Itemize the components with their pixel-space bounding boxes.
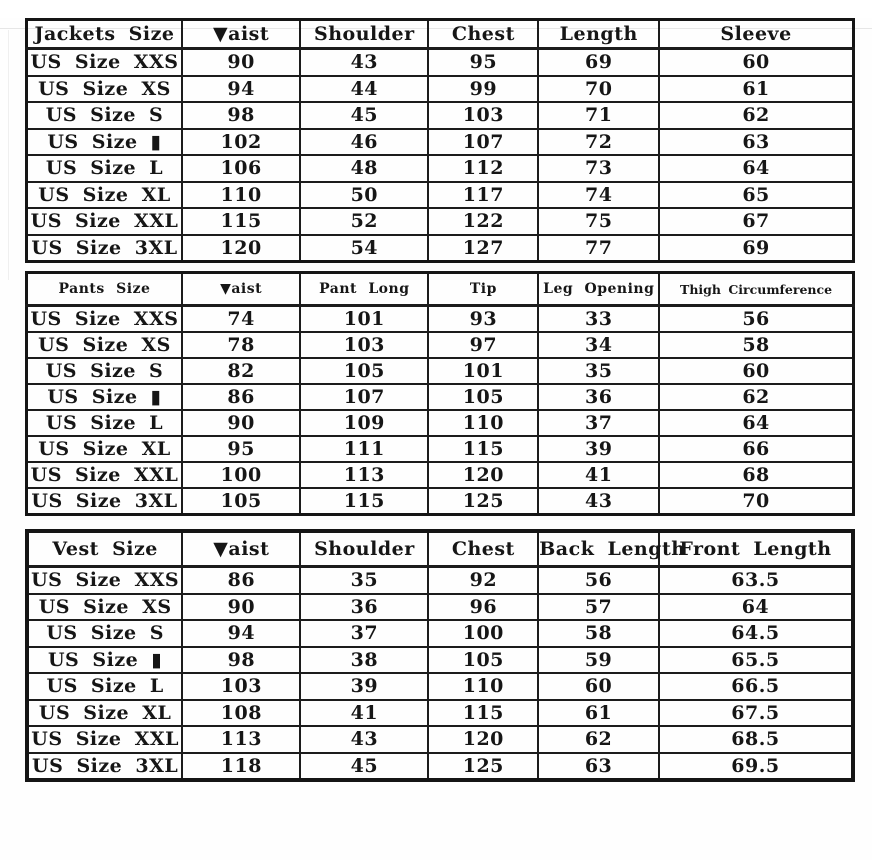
measurement-cell: 117 <box>428 182 538 209</box>
measurement-cell: 37 <box>538 410 659 436</box>
measurement-cell: 127 <box>428 235 538 262</box>
measurement-cell: 105 <box>428 384 538 410</box>
measurement-cell: 82 <box>182 358 300 384</box>
measurement-cell: 33 <box>538 306 659 333</box>
measurement-cell: 110 <box>428 410 538 436</box>
column-header: Pants Size <box>27 273 182 306</box>
measurement-cell: 105 <box>428 647 538 674</box>
measurement-cell: 125 <box>428 753 538 781</box>
measurement-cell: 56 <box>659 306 853 333</box>
measurement-cell: 41 <box>300 700 428 727</box>
column-header: Shoulder <box>300 531 428 567</box>
column-header: Tip <box>428 273 538 306</box>
measurement-cell: 39 <box>538 436 659 462</box>
measurement-cell: 38 <box>300 647 428 674</box>
table-row <box>27 102 854 129</box>
measurement-cell: 75 <box>538 208 659 235</box>
measurement-cell: 94 <box>182 620 300 647</box>
size-label-cell: US Size XS <box>27 594 182 621</box>
measurement-cell: 60 <box>659 49 853 76</box>
size-label-cell: US Size 3XL <box>27 235 182 262</box>
table-row <box>27 76 854 103</box>
measurement-cell: 125 <box>428 488 538 515</box>
table-row <box>27 208 854 235</box>
table-row <box>27 182 854 209</box>
table-row <box>27 700 853 727</box>
measurement-cell: 60 <box>659 358 853 384</box>
measurement-cell: 58 <box>538 620 659 647</box>
measurement-cell: 64 <box>659 410 853 436</box>
measurement-cell: 98 <box>182 102 300 129</box>
table-row <box>27 410 854 436</box>
vest-header-row <box>27 531 853 567</box>
column-header: Front Length <box>659 531 853 567</box>
column-header: Shoulder <box>300 20 428 49</box>
size-label-cell: US Size 3XL <box>27 753 182 781</box>
measurement-cell: 113 <box>300 462 428 488</box>
measurement-cell: 37 <box>300 620 428 647</box>
size-chart-sheet <box>0 18 872 860</box>
measurement-cell: 86 <box>182 384 300 410</box>
column-header: ▼aist <box>182 531 300 567</box>
measurement-cell: 36 <box>538 384 659 410</box>
measurement-cell: 86 <box>182 567 300 594</box>
measurement-cell: 59 <box>538 647 659 674</box>
measurement-cell: 110 <box>182 182 300 209</box>
column-header: Length <box>538 20 659 49</box>
table-row <box>27 488 854 515</box>
table-row <box>27 332 854 358</box>
measurement-cell: 97 <box>428 332 538 358</box>
table-row <box>27 753 853 781</box>
measurement-cell: 101 <box>428 358 538 384</box>
table-row <box>27 129 854 156</box>
size-label-cell: US Size L <box>27 673 182 700</box>
measurement-cell: 63 <box>538 753 659 781</box>
jackets-header-row <box>27 20 854 49</box>
measurement-cell: 70 <box>659 488 853 515</box>
measurement-cell: 96 <box>428 594 538 621</box>
measurement-cell: 90 <box>182 594 300 621</box>
table-row <box>27 647 853 674</box>
measurement-cell: 105 <box>182 488 300 515</box>
column-header: ▼aist <box>182 273 300 306</box>
measurement-cell: 100 <box>428 620 538 647</box>
column-header: Leg Opening <box>538 273 659 306</box>
measurement-cell: 43 <box>300 49 428 76</box>
column-header: Chest <box>428 20 538 49</box>
measurement-cell: 66.5 <box>659 673 853 700</box>
measurement-cell: 111 <box>300 436 428 462</box>
measurement-cell: 115 <box>300 488 428 515</box>
measurement-cell: 35 <box>538 358 659 384</box>
size-label-cell: US Size XXL <box>27 462 182 488</box>
measurement-cell: 103 <box>182 673 300 700</box>
table-row <box>27 384 854 410</box>
measurement-cell: 39 <box>300 673 428 700</box>
measurement-cell: 109 <box>300 410 428 436</box>
measurement-cell: 120 <box>428 462 538 488</box>
measurement-cell: 90 <box>182 410 300 436</box>
measurement-cell: 106 <box>182 155 300 182</box>
size-label-cell: US Size L <box>27 410 182 436</box>
measurement-cell: 102 <box>182 129 300 156</box>
measurement-cell: 115 <box>428 436 538 462</box>
measurement-cell: 62 <box>659 102 853 129</box>
measurement-cell: 78 <box>182 332 300 358</box>
column-header: Vest Size <box>27 531 182 567</box>
measurement-cell: 62 <box>659 384 853 410</box>
measurement-cell: 56 <box>538 567 659 594</box>
measurement-cell: 68.5 <box>659 726 853 753</box>
measurement-cell: 57 <box>538 594 659 621</box>
size-label-cell: US Size XXS <box>27 49 182 76</box>
table-row <box>27 49 854 76</box>
measurement-cell: 101 <box>300 306 428 333</box>
measurement-cell: 64.5 <box>659 620 853 647</box>
table-row <box>27 620 853 647</box>
size-label-cell: US Size L <box>27 155 182 182</box>
measurement-cell: 44 <box>300 76 428 103</box>
measurement-cell: 103 <box>428 102 538 129</box>
column-header: Jackets Size <box>27 20 182 49</box>
measurement-cell: 41 <box>538 462 659 488</box>
measurement-cell: 65.5 <box>659 647 853 674</box>
measurement-cell: 36 <box>300 594 428 621</box>
measurement-cell: 62 <box>538 726 659 753</box>
measurement-cell: 64 <box>659 594 853 621</box>
measurement-cell: 110 <box>428 673 538 700</box>
measurement-cell: 95 <box>428 49 538 76</box>
measurement-cell: 95 <box>182 436 300 462</box>
size-label-cell: US Size ▮ <box>27 129 182 156</box>
measurement-cell: 73 <box>538 155 659 182</box>
measurement-cell: 99 <box>428 76 538 103</box>
table-row <box>27 235 854 262</box>
vest-size-table <box>25 529 855 782</box>
measurement-cell: 112 <box>428 155 538 182</box>
size-label-cell: US Size XXS <box>27 567 182 594</box>
table-row <box>27 594 853 621</box>
measurement-cell: 34 <box>538 332 659 358</box>
size-label-cell: US Size ▮ <box>27 647 182 674</box>
column-header: Sleeve <box>659 20 853 49</box>
measurement-cell: 118 <box>182 753 300 781</box>
measurement-cell: 43 <box>538 488 659 515</box>
measurement-cell: 103 <box>300 332 428 358</box>
measurement-cell: 72 <box>538 129 659 156</box>
measurement-cell: 66 <box>659 436 853 462</box>
size-label-cell: US Size XS <box>27 332 182 358</box>
table-row <box>27 726 853 753</box>
measurement-cell: 60 <box>538 673 659 700</box>
pants-size-table <box>25 271 855 516</box>
measurement-cell: 45 <box>300 753 428 781</box>
measurement-cell: 35 <box>300 567 428 594</box>
measurement-cell: 92 <box>428 567 538 594</box>
table-row <box>27 306 854 333</box>
column-header: Pant Long <box>300 273 428 306</box>
measurement-cell: 98 <box>182 647 300 674</box>
size-label-cell: US Size 3XL <box>27 488 182 515</box>
column-header: Chest <box>428 531 538 567</box>
measurement-cell: 54 <box>300 235 428 262</box>
table-row <box>27 673 853 700</box>
measurement-cell: 45 <box>300 102 428 129</box>
measurement-cell: 61 <box>659 76 853 103</box>
size-label-cell: US Size XXL <box>27 208 182 235</box>
measurement-cell: 70 <box>538 76 659 103</box>
measurement-cell: 63 <box>659 129 853 156</box>
measurement-cell: 120 <box>182 235 300 262</box>
table-row <box>27 436 854 462</box>
size-label-cell: US Size ▮ <box>27 384 182 410</box>
measurement-cell: 107 <box>428 129 538 156</box>
column-header: Thigh Circumference <box>659 273 853 306</box>
measurement-cell: 67.5 <box>659 700 853 727</box>
size-label-cell: US Size S <box>27 358 182 384</box>
measurement-cell: 69 <box>659 235 853 262</box>
column-header: Back Length <box>538 531 659 567</box>
measurement-cell: 61 <box>538 700 659 727</box>
scan-artifact-line-vertical <box>8 30 9 280</box>
measurement-cell: 93 <box>428 306 538 333</box>
pants-header-row <box>27 273 854 306</box>
measurement-cell: 120 <box>428 726 538 753</box>
measurement-cell: 122 <box>428 208 538 235</box>
size-label-cell: US Size S <box>27 102 182 129</box>
measurement-cell: 68 <box>659 462 853 488</box>
measurement-cell: 43 <box>300 726 428 753</box>
measurement-cell: 71 <box>538 102 659 129</box>
measurement-cell: 108 <box>182 700 300 727</box>
measurement-cell: 94 <box>182 76 300 103</box>
measurement-cell: 100 <box>182 462 300 488</box>
size-label-cell: US Size XL <box>27 700 182 727</box>
measurement-cell: 107 <box>300 384 428 410</box>
size-label-cell: US Size XL <box>27 436 182 462</box>
size-label-cell: US Size S <box>27 620 182 647</box>
size-label-cell: US Size XS <box>27 76 182 103</box>
table-row <box>27 358 854 384</box>
measurement-cell: 74 <box>182 306 300 333</box>
measurement-cell: 58 <box>659 332 853 358</box>
measurement-cell: 63.5 <box>659 567 853 594</box>
measurement-cell: 67 <box>659 208 853 235</box>
measurement-cell: 90 <box>182 49 300 76</box>
measurement-cell: 113 <box>182 726 300 753</box>
size-label-cell: US Size XXL <box>27 726 182 753</box>
measurement-cell: 48 <box>300 155 428 182</box>
measurement-cell: 74 <box>538 182 659 209</box>
measurement-cell: 69 <box>538 49 659 76</box>
measurement-cell: 105 <box>300 358 428 384</box>
size-label-cell: US Size XXS <box>27 306 182 333</box>
size-label-cell: US Size XL <box>27 182 182 209</box>
measurement-cell: 115 <box>182 208 300 235</box>
measurement-cell: 52 <box>300 208 428 235</box>
column-header: ▼aist <box>182 20 300 49</box>
table-row <box>27 462 854 488</box>
table-row <box>27 567 853 594</box>
measurement-cell: 46 <box>300 129 428 156</box>
table-row <box>27 155 854 182</box>
measurement-cell: 50 <box>300 182 428 209</box>
measurement-cell: 65 <box>659 182 853 209</box>
measurement-cell: 115 <box>428 700 538 727</box>
measurement-cell: 64 <box>659 155 853 182</box>
measurement-cell: 77 <box>538 235 659 262</box>
measurement-cell: 69.5 <box>659 753 853 781</box>
jackets-size-table <box>25 18 855 263</box>
